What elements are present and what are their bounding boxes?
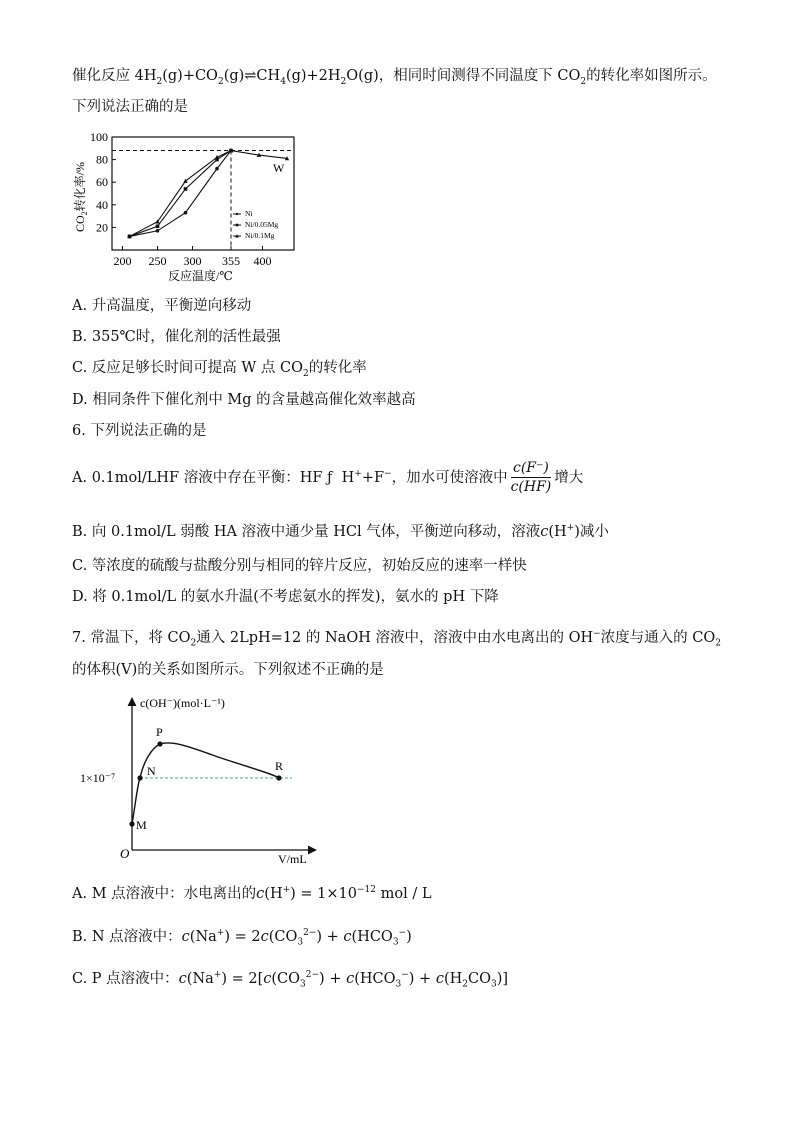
- legend-ni: Ni: [245, 209, 253, 218]
- series-line-1: [130, 151, 232, 237]
- legend-ni01mg: Ni/0.1Mg: [245, 231, 275, 240]
- q5-option-d: D. 相同条件下催化剂中 Mg 的含量越高催化效率越高: [72, 392, 416, 408]
- y-tick-label: 100: [90, 130, 108, 144]
- point-r: [276, 775, 281, 780]
- q5-option-a: A. 升高温度，平衡逆向移动: [72, 298, 252, 314]
- y-tick-label: 20: [96, 220, 108, 235]
- y-tick-label: 80: [96, 152, 108, 167]
- x-tick-label: 355: [222, 254, 240, 268]
- oh-concentration-chart: [78, 690, 328, 868]
- q6-option-c: C. 等浓度的硫酸与盐酸分别与相同的锌片反应，初始反应的速率一样快: [72, 558, 527, 574]
- q5-option-b: B. 355℃时，催化剂的活性最强: [72, 329, 281, 345]
- reference-value-label: 1×10⁻⁷: [80, 771, 116, 785]
- intro-line-2: 下列说法正确的是: [72, 99, 188, 115]
- data-point: [156, 224, 160, 228]
- y-axis-label: c(OH⁻)(mol·L⁻¹): [140, 696, 225, 710]
- origin-label: O: [120, 846, 130, 861]
- q7-stem-line-1: 7. 常温下，将 $CO_2$通入 2LpH=12 的 NaOH 溶液中，溶液中由水电离出的 OH−浓度与通入的 $CO_2$: [72, 629, 721, 649]
- data-point: [184, 187, 188, 191]
- legend-ni005mg: Ni/0.05Mg: [245, 220, 279, 229]
- conversion-chart: [68, 128, 308, 286]
- point-r-label: R: [275, 759, 284, 773]
- x-tick-label: 400: [253, 254, 272, 268]
- q7-stem-line-2: 的体积(V)的关系如图所示。下列叙述不正确的是: [72, 662, 384, 678]
- point-m: [129, 821, 134, 826]
- q6-option-d: D. 将 0.1mol/L 的氨水升温(不考虑氨水的挥发)，氨水的 pH 下降: [72, 589, 499, 605]
- q7-option-a: A. M 点溶液中：水电离出的$c(H^+) = 1\times 10^{-12}$ mol / L: [72, 885, 432, 902]
- q6-option-a: A. 0.1mol/LHF 溶液中存在平衡：HF ƒ H++F−，加水可使溶液中 $\frac{c(F^-)}{c(HF)}$ 增大: [72, 460, 584, 496]
- y-tick-label: 40: [96, 197, 108, 212]
- x-axis-label: 反应温度/℃: [168, 269, 233, 283]
- point-n: [137, 775, 142, 780]
- data-point: [156, 229, 160, 233]
- data-point: [184, 211, 188, 215]
- series-line-0: [130, 151, 232, 237]
- x-axis-label: V/mL: [278, 852, 307, 866]
- y-axis-label: $CO_2$转化率/%: [73, 161, 89, 232]
- x-tick-label: 250: [148, 254, 167, 268]
- point-n-label: N: [147, 764, 156, 778]
- curve: [132, 743, 279, 824]
- q7-option-c: C. P 点溶液中：$c(Na^+) = 2[c(CO_3^{2-}) + c(HCO_3^-) + c(H_2CO_3)]$: [72, 970, 509, 990]
- q6-stem: 6. 下列说法正确的是: [72, 423, 207, 439]
- point-w-label: W: [273, 161, 285, 175]
- q6-option-b: B. 向 0.1mol/L 弱酸 HA 溶液中通少量 HCl 气体，平衡逆向移动，溶液c(H+)减小: [72, 523, 609, 540]
- fraction: $\frac{c(F^-)}{c(HF)}$: [510, 460, 552, 496]
- point-m-label: M: [136, 818, 147, 832]
- data-point: [215, 167, 219, 171]
- q7-option-b: B. N 点溶液中：$c(Na^+) = 2c(CO_3^{2-}) + c(HCO_3^-)$: [72, 928, 412, 948]
- point-p-label: P: [156, 725, 163, 739]
- x-tick-label: 300: [183, 254, 202, 268]
- legend: [233, 209, 278, 240]
- intro-line-1: 催化反应 $4H_2(g)+CO_2(g)\rightleftharpoons CH_4(g)+2H_2O(g)$，相同时间测得不同温度下 $CO_2$的转化率如图所示。: [72, 68, 717, 87]
- point-p: [157, 741, 162, 746]
- x-tick-label: 200: [113, 254, 132, 268]
- q5-option-c: C. 反应足够长时间可提高 W 点 $CO_2$的转化率: [72, 360, 367, 379]
- y-tick-label: 60: [96, 175, 108, 190]
